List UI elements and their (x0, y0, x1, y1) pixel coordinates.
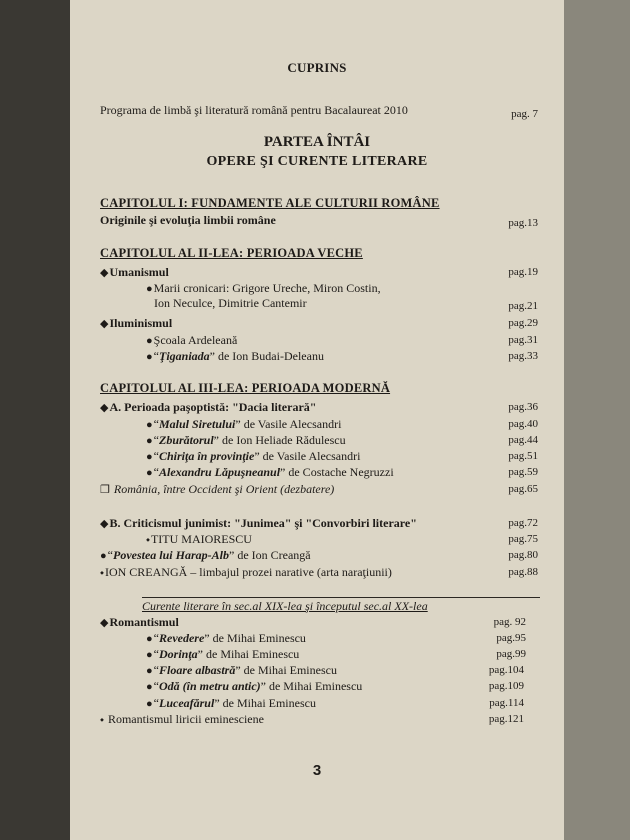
dot-bullet-icon: ● (146, 698, 153, 710)
small-diamond-bullet-icon: ⬩ (146, 534, 150, 546)
toc-entry-maiorescu (146, 531, 538, 547)
toc-entry-work: ●“Luceafărul” de Mihai Eminescu pag.114 (146, 696, 524, 710)
currents-heading (142, 597, 540, 614)
entry-page: pag.51 (508, 450, 538, 462)
dot-bullet-icon: ● (146, 419, 153, 431)
toc-entry-iluminism (100, 315, 538, 331)
toc-entry-tiganiada: ●“Ţiganiada” de Ion Budai-Deleanu pag.33 (146, 349, 538, 363)
toc-entry-origini (100, 212, 538, 228)
background-left (0, 0, 70, 840)
work-title: Malul Siretului (158, 417, 236, 431)
toc-entry-program (100, 102, 538, 118)
work-title: Alexandru Lăpuşneanul (158, 465, 281, 479)
entry-page: pag.13 (508, 217, 538, 229)
entry-page: pag.72 (508, 517, 538, 529)
work-title: Odă (în metru antic) (158, 679, 261, 693)
entry-page: pag.31 (508, 334, 538, 346)
toc-title: CUPRINS (287, 60, 347, 75)
entry-text: B. Criticismul junimist: "Junimea" şi "Convorbiri literare" (109, 516, 417, 530)
entry-text: Originile şi evoluţia limbii române (100, 213, 276, 227)
toc-entry-romania (100, 481, 538, 497)
dot-bullet-icon: ● (146, 467, 153, 479)
work-author: de Mihai Eminescu (219, 696, 316, 710)
work-author: de Mihai Eminescu (203, 647, 300, 661)
toc-entry-work: ●“Malul Siretului” de Vasile Alecsandri pag.40 (146, 417, 538, 431)
entry-text: Şcoala Ardeleană (153, 333, 238, 347)
entry-page: pag.75 (508, 533, 538, 545)
entry-page: pag.114 (489, 697, 524, 709)
entry-text: Ion Neculce, Dimitrie Cantemir (154, 296, 307, 310)
work-author: de Mihai Eminescu (265, 679, 363, 693)
dot-bullet-icon: ● (146, 283, 153, 295)
toc-entry-work: ●“Odă (în metru antic)” de Mihai Eminescu pag.109 (146, 679, 524, 693)
small-diamond-bullet-icon: ⬩ (100, 567, 104, 579)
entry-text: România, între Occident şi Orient (dezbatere) (113, 482, 335, 496)
entry-text: Romantismul liricii eminesciene (107, 712, 264, 726)
dot-bullet-icon: ● (146, 681, 153, 693)
part-subtitle: OPERE ŞI CURENTE LITERARE (206, 154, 428, 169)
toc-entry-cronicari (146, 280, 538, 296)
entry-page: pag.65 (508, 483, 538, 495)
toc-entry-creanga (100, 564, 538, 580)
work-author: de Ion Creangă (234, 548, 311, 562)
entry-page: pag.99 (496, 648, 526, 660)
toc-entry-work: ●“Dorinţa” de Mihai Eminescu pag.99 (146, 647, 526, 661)
toc-entry-romantism-liric (100, 711, 538, 727)
part-title: PARTEA ÎNTÂI (263, 134, 371, 150)
chapter-1-title: CAPITOLUL I: FUNDAMENTE ALE CULTURII ROMÂNE (100, 196, 440, 210)
toc-entry-pasoptism (100, 399, 538, 415)
entry-page: pag.44 (508, 434, 538, 446)
toc-entry-work: ●“Zburătorul” de Ion Heliade Rădulescu pag.44 (146, 433, 538, 447)
entry-text: A. Perioada paşoptistă: "Dacia literară" (109, 400, 317, 414)
work-author: de Vasile Alecsandri (259, 449, 361, 463)
entry-page: pag.104 (488, 664, 524, 676)
diamond-bullet-icon: ◆ (100, 518, 109, 530)
toc-entry-scoala (146, 332, 538, 348)
toc-entry-harap-alb: ●“Povestea lui Harap-Alb” de Ion Creangă pag.80 (100, 548, 538, 562)
entry-page: pag.80 (508, 549, 538, 561)
dot-bullet-icon: ● (146, 451, 153, 463)
work-title: Luceafărul (158, 696, 215, 710)
section-heading: Curente literare în sec.al XIX-lea şi începutul sec.al XX-lea (142, 599, 428, 613)
entry-page: pag.40 (508, 418, 538, 430)
diamond-bullet-icon: ◆ (100, 402, 109, 414)
entry-page: pag.121 (488, 713, 524, 725)
work-title: Dorinţa (158, 647, 198, 661)
entry-page: pag.95 (496, 632, 526, 644)
entry-text: Marii cronicari: Grigore Ureche, Miron Costin, (153, 281, 381, 295)
dot-bullet-icon: ● (100, 550, 107, 562)
work-author: de Ion Heliade Rădulescu (219, 433, 346, 447)
toc-entry-junimism (100, 515, 538, 531)
entry-page: pag.33 (508, 350, 538, 362)
work-author: de Mihai Eminescu (240, 663, 337, 677)
toc-entry-work: ●“Floare albastră” de Mihai Eminescu pag.104 (146, 663, 524, 677)
work-title: Chiriţa în provinţie (158, 449, 255, 463)
entry-text: ION CREANGĂ – limbajul prozei narative (arta naraţiunii) (104, 565, 392, 579)
dot-bullet-icon: ● (146, 633, 153, 645)
entry-text: Romantismul (109, 615, 179, 629)
work-author: de Vasile Alecsandri (240, 417, 342, 431)
toc-entry-work: ●“Chiriţa în provinţie” de Vasile Alecsandri pag.51 (146, 449, 538, 463)
work-title: Revedere (158, 631, 205, 645)
entry-text: TITU MAIORESCU (150, 532, 252, 546)
entry-page: pag.36 (508, 401, 538, 413)
entry-page: pag.29 (508, 317, 538, 329)
toc-entry-romantism (100, 614, 538, 630)
dot-bullet-icon: ● (146, 351, 153, 363)
toc-entry-cronicari-cont (154, 295, 538, 311)
dot-bullet-icon: ● (146, 665, 153, 677)
dot-bullet-icon: ● (146, 435, 153, 447)
work-title: Zburătorul (158, 433, 214, 447)
entry-page: pag. 92 (493, 616, 526, 628)
work-author: de Mihai Eminescu (209, 631, 306, 645)
entry-text: Programa de limbă şi literatură română pentru Bacalaureat 2010 (100, 103, 408, 117)
chapter-3-title: CAPITOLUL AL III-LEA: PERIOADA MODERNĂ (100, 381, 391, 395)
square-bullet-icon: ❐ (100, 484, 110, 496)
entry-page: pag. 7 (511, 108, 538, 120)
work-author: de Costache Negruzzi (285, 465, 394, 479)
toc-entry-umanism (100, 264, 538, 280)
diamond-bullet-icon: ◆ (100, 318, 109, 330)
book-page (70, 0, 564, 840)
diamond-bullet-icon: ◆ (100, 267, 109, 279)
entry-text: Umanismul (109, 265, 169, 279)
entry-page: pag.21 (508, 300, 538, 312)
small-diamond-bullet-icon: ⬩ (100, 714, 104, 726)
toc-entry-work: ●“Revedere” de Mihai Eminescu pag.95 (146, 631, 526, 645)
chapter-2-title: CAPITOLUL AL II-LEA: PERIOADA VECHE (100, 246, 363, 260)
entry-page: pag.59 (508, 466, 538, 478)
background-right (564, 0, 630, 840)
dot-bullet-icon: ● (146, 649, 153, 661)
entry-text: Iluminismul (109, 316, 173, 330)
entry-page: pag.88 (508, 566, 538, 578)
work-title: Ţiganiada (158, 349, 210, 363)
work-title: Povestea lui Harap-Alb (112, 548, 229, 562)
entry-page: pag.19 (508, 266, 538, 278)
dot-bullet-icon: ● (146, 335, 153, 347)
page-number: 3 (312, 762, 322, 779)
diamond-bullet-icon: ◆ (100, 617, 109, 629)
work-author: de Ion Budai-Deleanu (214, 349, 324, 363)
toc-entry-work: ●“Alexandru Lăpuşneanul” de Costache Negruzzi pag.59 (146, 465, 538, 479)
entry-page: pag.109 (488, 680, 524, 692)
work-title: Floare albastră (158, 663, 236, 677)
